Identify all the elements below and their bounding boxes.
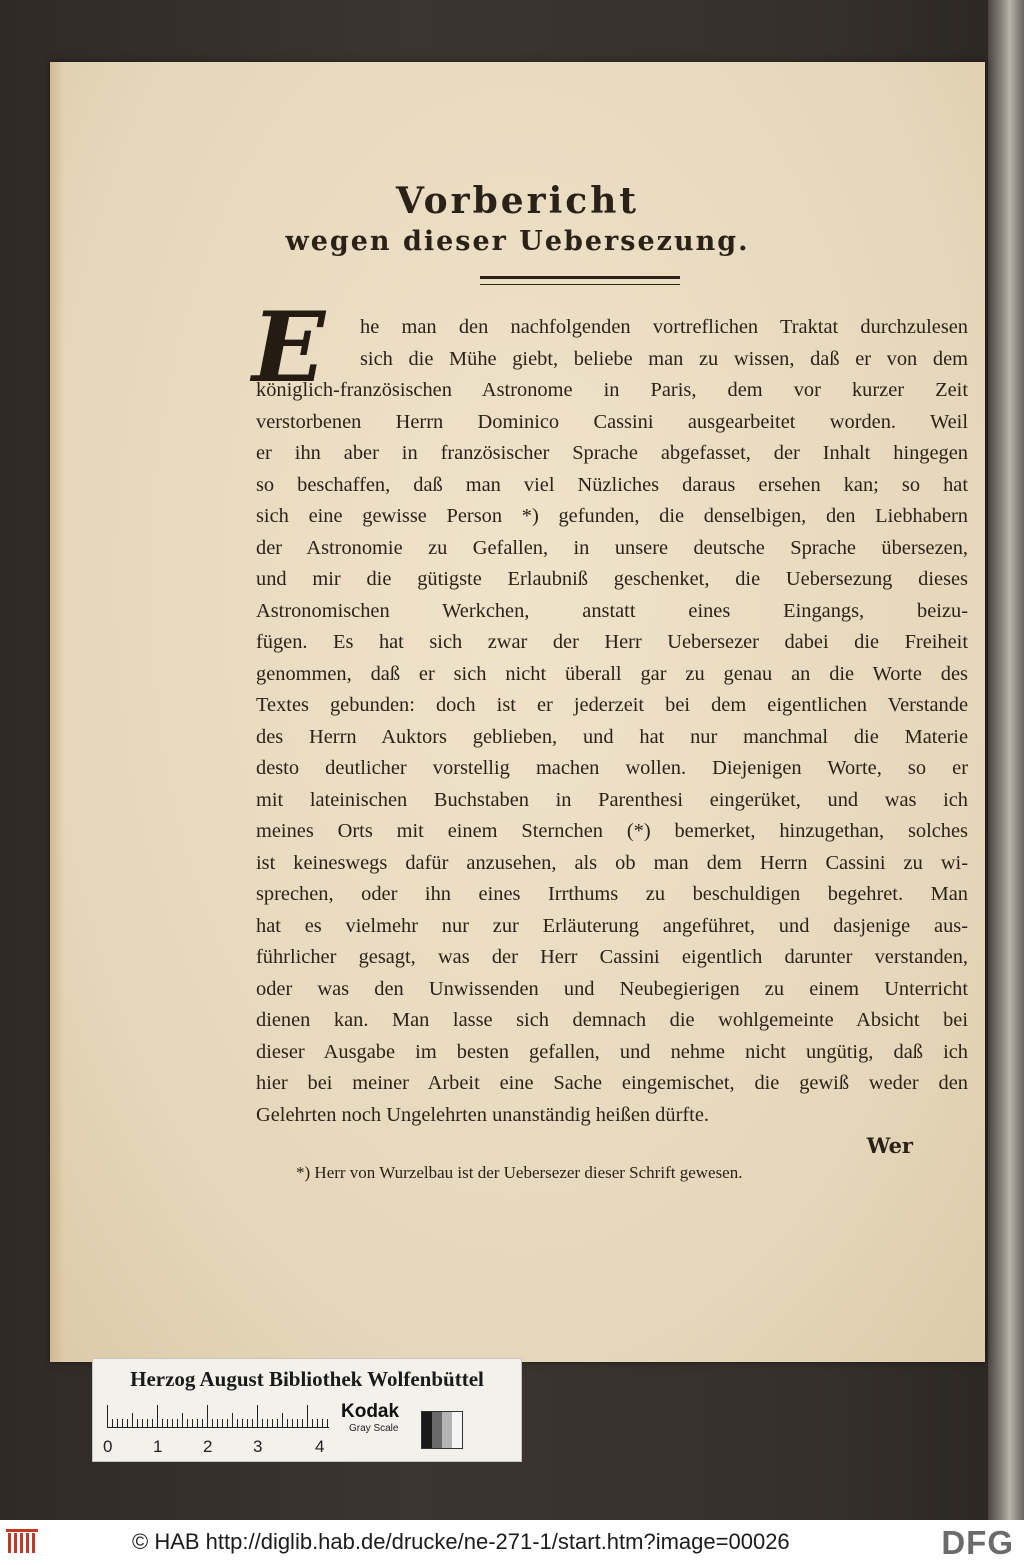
text-line: he man den nachfolgenden vortreflichen Traktat durchzulesen xyxy=(360,316,968,338)
ruler-tick xyxy=(232,1413,233,1427)
title-rule-thin xyxy=(480,284,680,285)
ruler-tick xyxy=(282,1413,283,1427)
ruler-tick xyxy=(307,1405,308,1427)
title-rule xyxy=(480,276,680,279)
ruler-tick xyxy=(182,1413,183,1427)
ruler-label: 0 xyxy=(103,1437,113,1456)
text-line: königlich-französischen Astronome in Paris, dem vor kurzer Zeit xyxy=(256,379,968,401)
gray-patch xyxy=(422,1412,432,1448)
footnote: *) Herr von Wurzelbau ist der Uebersezer dieser Schrift gewesen. xyxy=(296,1163,743,1182)
text-line: oder was den Unwissenden und Neubegierigen zu einem Unterricht xyxy=(256,977,968,1000)
text-line: des Herrn Auktors geblieben, und hat nur manchmal die Materie xyxy=(256,725,968,748)
ruler-tick xyxy=(122,1419,123,1427)
text-line: führlicher gesagt, was der Herr Cassini eigentlich darunter verstanden, xyxy=(256,946,968,968)
text-line: sprechen, oder ihn eines Irrthums zu beschuldigen begehret. Man xyxy=(256,883,968,905)
text-line: Gelehrten noch Ungelehrten unanständig heißen dürfte. xyxy=(256,1103,709,1126)
text-line: der Astronomie zu Gefallen, in unsere deutsche Sprache übersezen, xyxy=(256,536,968,559)
color-reference-card xyxy=(92,1358,522,1462)
gray-scale-patches xyxy=(421,1411,463,1449)
ruler-tick xyxy=(117,1419,118,1427)
ruler-tick xyxy=(257,1405,258,1427)
ruler-tick xyxy=(302,1419,303,1427)
text-line: dieser Ausgabe im besten gefallen, und nehme nicht ungütig, daß ich xyxy=(256,1040,968,1063)
ruler-tick xyxy=(227,1419,228,1427)
ruler-label: 4 xyxy=(315,1437,325,1456)
ruler-tick xyxy=(292,1419,293,1427)
ruler-tick xyxy=(222,1419,223,1427)
gray-patch xyxy=(442,1412,452,1448)
page-title: Vorbericht xyxy=(395,180,640,222)
ruler-tick xyxy=(137,1419,138,1427)
drop-cap: E xyxy=(252,291,326,404)
ruler-tick xyxy=(152,1419,153,1427)
ruler-tick xyxy=(172,1419,173,1427)
text-line: er ihn aber in französischer Sprache abgefasset, der Inhalt hingegen xyxy=(256,442,968,464)
text-line: hier bei meiner Arbeit eine Sache eingemischet, die gewiß weder den xyxy=(256,1072,968,1094)
library-building-icon xyxy=(6,1527,40,1555)
text-line: fügen. Es hat sich zwar der Herr Uebersezer dabei die Freiheit xyxy=(256,631,968,653)
text-line: sich die Mühe giebt, beliebe man zu wissen, daß er von dem xyxy=(360,347,968,370)
ruler-label: 1 xyxy=(153,1437,163,1456)
scale-ruler xyxy=(107,1403,329,1428)
ruler-label: 3 xyxy=(253,1437,263,1456)
ruler-tick xyxy=(162,1419,163,1427)
gray-patch xyxy=(452,1412,462,1448)
ruler-tick xyxy=(242,1419,243,1427)
gray-patch xyxy=(432,1412,442,1448)
ruler-tick xyxy=(287,1419,288,1427)
ruler-labels xyxy=(103,1437,343,1457)
ruler-tick xyxy=(272,1419,273,1427)
book-page xyxy=(50,62,985,1362)
footer-bar xyxy=(0,1520,1024,1565)
catchword: Wer xyxy=(866,1133,913,1158)
ruler-tick xyxy=(187,1419,188,1427)
ruler-tick xyxy=(127,1419,128,1427)
text-line: genommen, daß er sich nicht überall gar zu genau an die Worte des xyxy=(256,662,968,685)
text-line: dienen kan. Man lasse sich demnach die wohlgemeinte Absicht bei xyxy=(256,1009,968,1031)
gray-scale-label: Gray Scale xyxy=(349,1423,399,1434)
text-line: Astronomischen Werkchen, anstatt eines Eingangs, beizu- xyxy=(256,599,968,622)
text-line: so beschaffen, daß man viel Nüzliches daraus ersehen kan; so hat xyxy=(256,473,968,496)
body-text xyxy=(256,312,968,1131)
ruler-tick xyxy=(267,1419,268,1427)
ruler-tick xyxy=(277,1419,278,1427)
ruler-tick xyxy=(167,1419,168,1427)
text-line: verstorbenen Herrn Dominico Cassini ausgearbeitet worden. Weil xyxy=(256,410,968,433)
text-line: sich eine gewisse Person *) gefunden, die denselbigen, den Liebhabern xyxy=(256,505,968,527)
library-name: Herzog August Bibliothek Wolfenbüttel xyxy=(130,1367,484,1391)
ruler-tick xyxy=(322,1419,323,1427)
page-gutter-shade xyxy=(50,62,64,1362)
ruler-tick xyxy=(177,1419,178,1427)
ruler-tick xyxy=(132,1413,133,1427)
ruler-tick xyxy=(262,1419,263,1427)
ruler-tick xyxy=(297,1419,298,1427)
ruler-tick xyxy=(107,1405,108,1427)
copyright-link[interactable]: © HAB http://diglib.hab.de/drucke/ne-271-1/start.htm?image=00026 xyxy=(132,1529,790,1554)
ruler-tick xyxy=(202,1419,203,1427)
ruler-tick xyxy=(247,1419,248,1427)
ruler-tick xyxy=(252,1419,253,1427)
ruler-tick xyxy=(112,1419,113,1427)
text-line: desto deutlicher vorstellig machen wollen. Diejenigen Worte, so er xyxy=(256,757,968,779)
ruler-label: 2 xyxy=(203,1437,213,1456)
ruler-tick xyxy=(212,1419,213,1427)
ruler-tick xyxy=(142,1419,143,1427)
text-line: und mir die gütigste Erlaubniß geschenket, die Uebersezung dieses xyxy=(256,568,968,590)
text-line: hat es vielmehr nur zur Erläuterung angeführet, und dasjenige aus- xyxy=(256,914,968,937)
ruler-tick xyxy=(147,1419,148,1427)
dfg-logo: DFG xyxy=(941,1524,1014,1561)
text-line: mit lateinischen Buchstaben in Parenthesi eingerüket, und was ich xyxy=(256,788,968,811)
ruler-tick xyxy=(327,1419,328,1427)
text-line: meines Orts mit einem Sternchen (*) bemerket, hinzugethan, solches xyxy=(256,820,968,842)
ruler-tick xyxy=(197,1419,198,1427)
text-line: Textes gebunden: doch ist er jederzeit bei dem eigentlichen Verstande xyxy=(256,694,968,716)
text-line: ist keineswegs dafür anzusehen, als ob man dem Herrn Cassini zu wi- xyxy=(256,851,968,874)
ruler-tick xyxy=(192,1419,193,1427)
ruler-tick xyxy=(207,1405,208,1427)
ruler-tick xyxy=(312,1419,313,1427)
ruler-tick xyxy=(157,1405,158,1427)
page-subtitle: wegen dieser Uebersezung. xyxy=(285,226,750,257)
ruler-tick xyxy=(237,1419,238,1427)
book-edge xyxy=(988,0,1024,1520)
ruler-tick xyxy=(217,1419,218,1427)
kodak-logo: Kodak xyxy=(341,1401,400,1422)
ruler-tick xyxy=(317,1419,318,1427)
